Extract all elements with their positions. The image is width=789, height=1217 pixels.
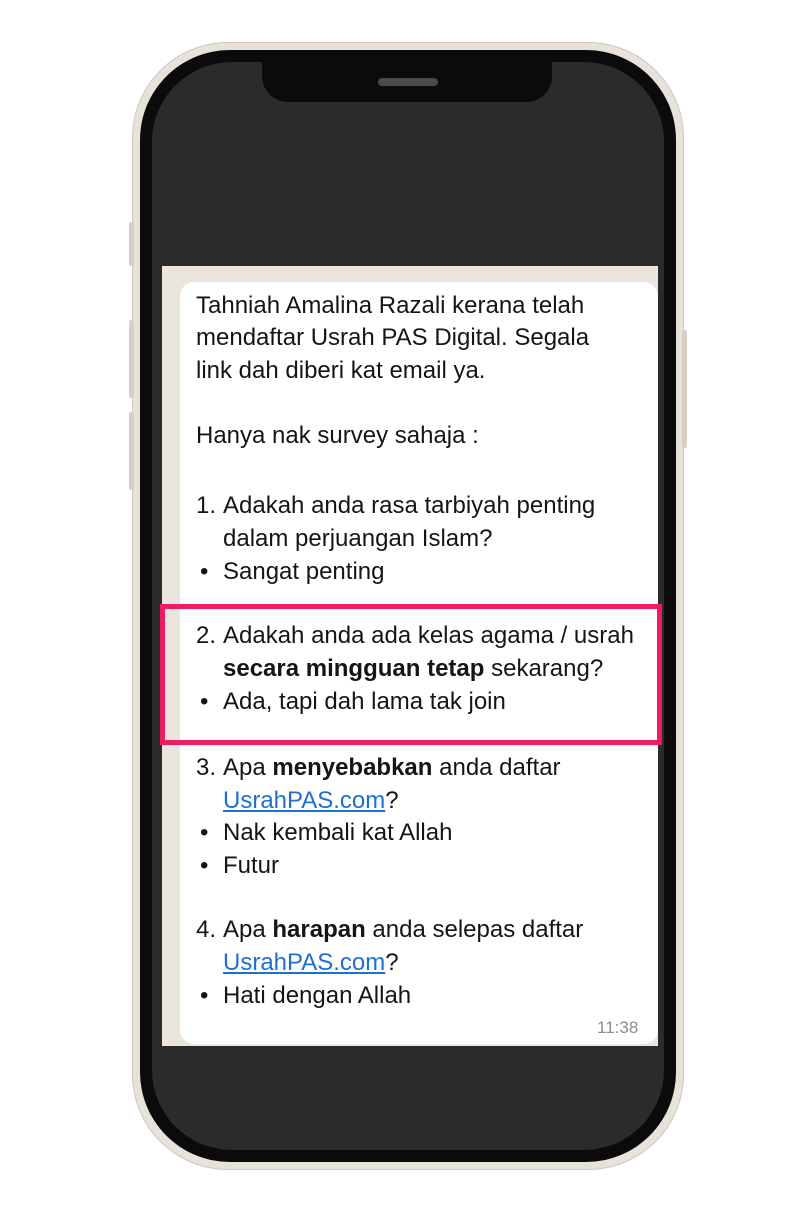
question-3-prefix: Apa <box>223 754 273 781</box>
volume-down-button <box>129 412 134 490</box>
question-4-line-2 <box>223 947 399 979</box>
question-1-number: 1. <box>196 492 217 519</box>
question-3-line-2 <box>223 785 399 817</box>
question-3-suffix: anda daftar <box>432 754 561 781</box>
bullet-icon: • <box>200 819 209 846</box>
question-1-line-1: Adakah anda rasa tarbiyah penting <box>223 492 596 519</box>
question-4-question-mark: ? <box>385 949 399 976</box>
question-4-answer: Hati dengan Allah <box>223 982 412 1009</box>
question-1-answer: Sangat penting <box>223 558 385 585</box>
question-3-answer-2: Futur <box>223 852 280 879</box>
intro-line-2: mendaftar Usrah PAS Digital. Segala <box>196 324 590 351</box>
volume-up-button <box>129 320 134 398</box>
mute-switch <box>129 222 134 266</box>
question-2-answer: Ada, tapi dah lama tak join <box>223 688 506 715</box>
question-2-emphasis: secara mingguan tetap <box>223 655 485 682</box>
survey-intro: Hanya nak survey sahaja : <box>196 422 479 449</box>
bullet-icon: • <box>200 852 209 879</box>
usrahpas-link[interactable]: UsrahPAS.com <box>223 787 386 814</box>
question-2-line-2-rest: sekarang? <box>484 655 604 682</box>
question-3-line-1 <box>223 752 561 784</box>
highlight-box <box>160 604 662 745</box>
question-2-number: 2. <box>196 622 217 649</box>
intro-line-1: Tahniah Amalina Razali kerana telah <box>196 292 585 319</box>
question-3-answer-1: Nak kembali kat Allah <box>223 819 453 846</box>
question-1-line-2: dalam perjuangan Islam? <box>223 525 493 552</box>
question-4-suffix: anda selepas daftar <box>365 916 584 943</box>
question-4-number: 4. <box>196 916 217 943</box>
message-timestamp: 11:38 <box>597 1018 639 1037</box>
bullet-icon: • <box>200 688 209 715</box>
bullet-icon: • <box>200 558 209 585</box>
intro-line-3: link dah diberi kat email ya. <box>196 357 486 384</box>
usrahpas-link[interactable]: UsrahPAS.com <box>223 949 386 976</box>
question-3-number: 3. <box>196 754 217 781</box>
question-3-question-mark: ? <box>385 787 399 814</box>
question-2-line-1: Adakah anda ada kelas agama / usrah <box>223 622 634 649</box>
bullet-icon: • <box>200 982 209 1009</box>
question-4-prefix: Apa <box>223 916 273 943</box>
power-button <box>682 330 687 448</box>
speaker-grille <box>378 78 438 86</box>
question-4-line-1 <box>223 914 583 946</box>
question-4-emphasis: harapan <box>272 916 366 943</box>
question-3-emphasis: menyebabkan <box>272 754 433 781</box>
